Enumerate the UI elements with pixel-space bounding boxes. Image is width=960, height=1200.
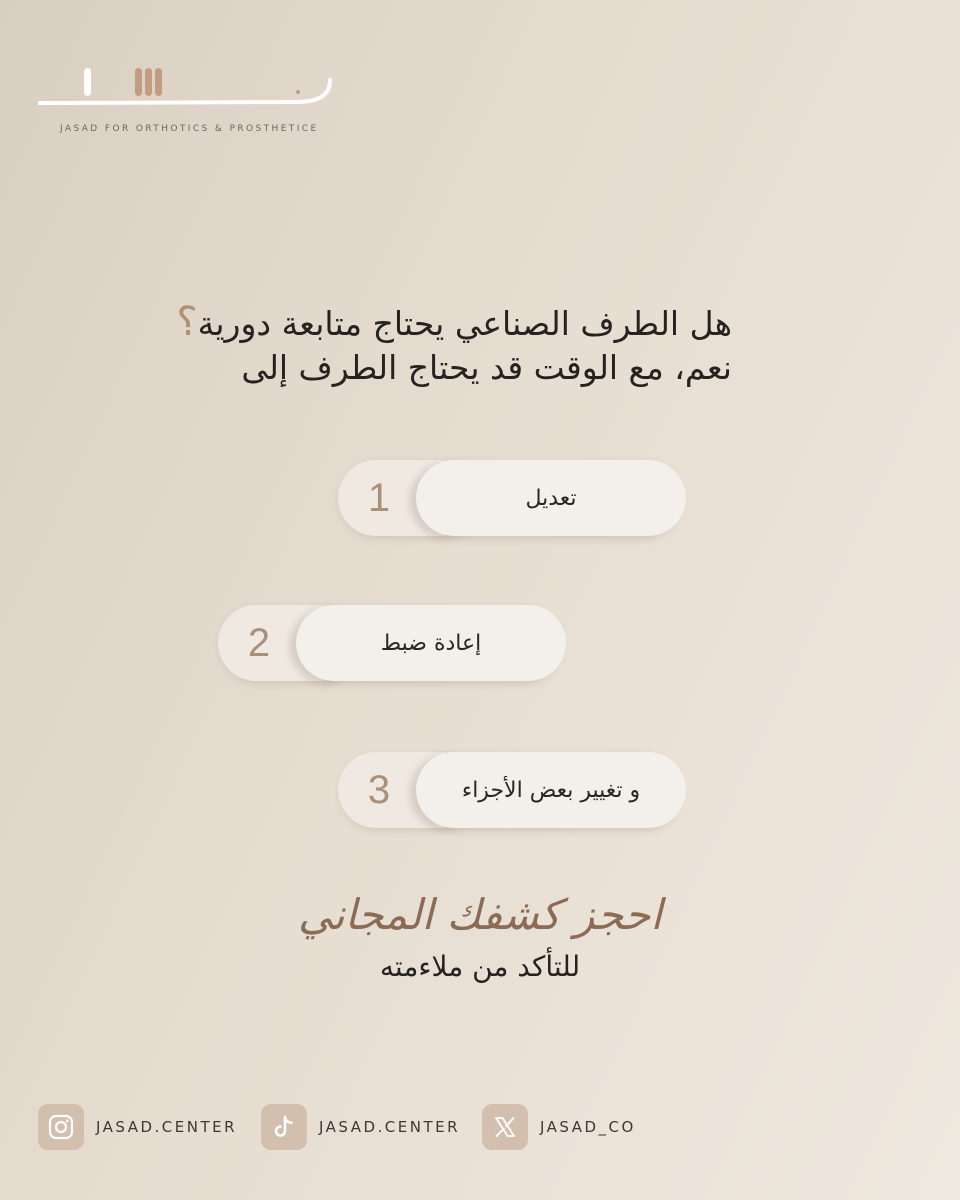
social-x[interactable] — [482, 1104, 636, 1150]
instagram-icon[interactable] — [38, 1104, 84, 1150]
item-label: تعديل — [416, 460, 686, 536]
social-instagram[interactable] — [38, 1104, 237, 1150]
logo-mark — [38, 62, 338, 152]
question-line-1: هل الطرف الصناعي يحتاج متابعة دورية — [197, 304, 732, 343]
social-handle[interactable]: JASAD_CO — [540, 1118, 636, 1136]
cta-title: احجز كشفك المجاني — [297, 890, 663, 939]
list-item-3 — [338, 752, 686, 828]
item-label: و تغيير بعض الأجزاء — [416, 752, 686, 828]
list-item-1 — [338, 460, 686, 536]
question-line-2: نعم، مع الوقت قد يحتاج الطرف إلى — [241, 348, 732, 387]
social-tiktok[interactable] — [261, 1104, 460, 1150]
item-label: إعادة ضبط — [296, 605, 566, 681]
question-text — [176, 300, 732, 390]
tiktok-icon[interactable] — [261, 1104, 307, 1150]
list-item-2 — [218, 605, 566, 681]
social-handle[interactable]: JASAD.CENTER — [96, 1118, 238, 1136]
item-number: 1 — [367, 476, 391, 520]
brand-tagline: JASAD FOR ORTHOTICS & PROSTHETICE — [60, 124, 319, 134]
x-icon[interactable] — [482, 1104, 528, 1150]
question-mark: ؟ — [176, 299, 198, 345]
cta-subtitle: للتأكد من ملاءمته — [379, 950, 581, 983]
item-number: 2 — [247, 621, 271, 665]
item-number: 3 — [367, 768, 391, 812]
social-handle[interactable]: JASAD.CENTER — [319, 1118, 461, 1136]
